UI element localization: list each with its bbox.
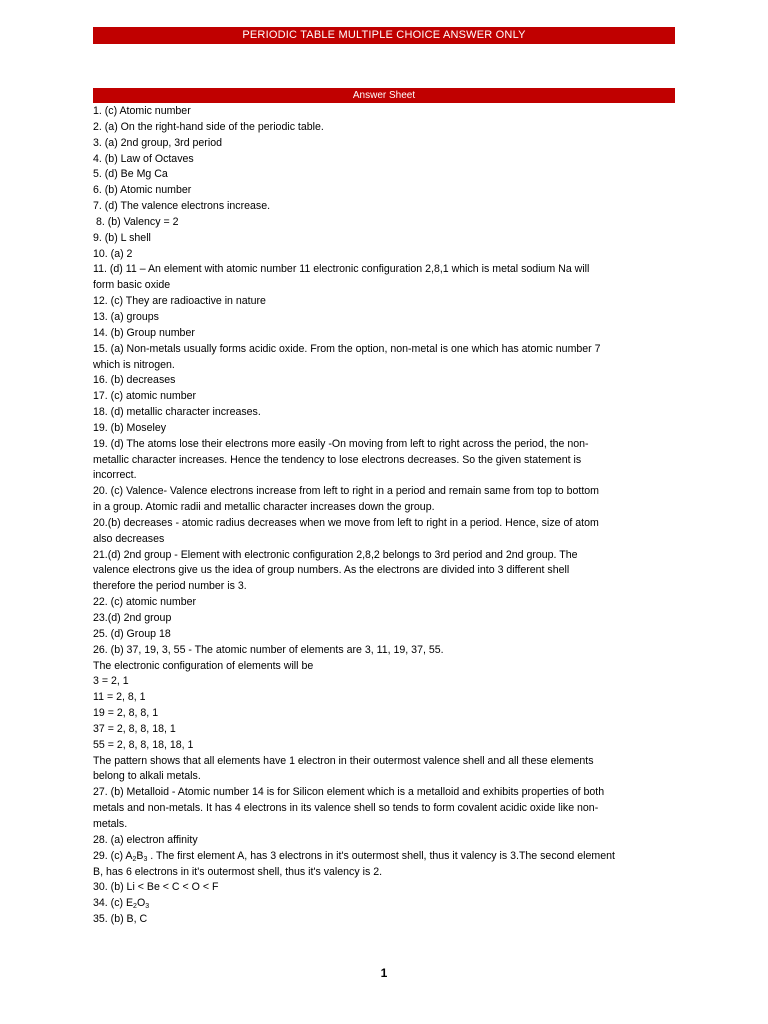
answer-line: belong to alkali metals.: [93, 770, 201, 783]
formula-prefix: 34. (c) E: [93, 897, 134, 910]
answer-line: 26. (b) 37, 19, 3, 55 - The atomic number of elements are 3, 11, 19, 37, 55.: [93, 643, 444, 656]
answer-line: 3 = 2, 1: [93, 675, 129, 688]
formula-element: B: [136, 849, 144, 862]
answer-line: 19. (b) Moseley: [93, 421, 167, 434]
answer-line: incorrect.: [93, 469, 137, 482]
answer-line: 21.(d) 2nd group - Element with electronic configuration 2,8,2 belongs to 3rd period and 2nd group. The: [93, 548, 578, 561]
formula-subscript: 2: [133, 903, 137, 911]
document-title: PERIODIC TABLE MULTIPLE CHOICE ANSWER ONLY: [93, 27, 675, 44]
answer-line: 14. (b) Group number: [93, 326, 195, 339]
answer-line: 23.(d) 2nd group: [93, 612, 172, 624]
answer-line: valence electrons give us the idea of group numbers. As the electrons are divided into 3 different shell: [93, 564, 570, 577]
answer-line: in a group. Atomic radii and metallic character increases down the group.: [93, 501, 435, 514]
answer-line: therefore the period number is 3.: [93, 580, 247, 593]
answer-line-34: [93, 896, 679, 912]
answer-line: 16. (b) decreases: [93, 374, 176, 387]
answer-line: 11. (d) 11 – An element with atomic number 11 electronic configuration 2,8,1 which is metal sodium Na will: [93, 263, 590, 276]
answer-line: metals and non-metals. It has 4 electrons in its valence shell so tends to form covalent acidic oxide like non-: [93, 802, 599, 815]
answer-line: 10. (a) 2: [93, 247, 133, 260]
answer-line: 11 = 2, 8, 1: [93, 691, 146, 704]
answer-line: 17. (c) atomic number: [93, 390, 197, 403]
formula-subscript: 3: [145, 903, 150, 911]
answer-line: 20. (c) Valence- Valence electrons increase from left to right in a period and remain same from top to bottom: [93, 485, 599, 498]
formula-subscript: 2: [132, 855, 137, 863]
answer-line: form basic oxide: [93, 279, 171, 292]
answer-line: 35. (b) B, C: [93, 913, 148, 926]
answer-line: 55 = 2, 8, 8, 18, 18, 1: [93, 738, 194, 751]
answer-line: 7. (d) The valence electrons increase.: [93, 200, 271, 213]
answer-line: 25. (d) Group 18: [93, 627, 171, 640]
answer-line: 2. (a) On the right-hand side of the periodic table.: [93, 120, 324, 133]
answer-line: 1. (c) Atomic number: [93, 105, 191, 117]
formula-prefix: 29. (c) A: [93, 849, 133, 862]
answer-line: B, has 6 electrons in it's outermost shell, thus it's valency is 2.: [93, 865, 383, 878]
formula-element: O: [136, 897, 146, 910]
answer-line: 19 = 2, 8, 8, 1: [93, 707, 159, 720]
answer-line: 27. (b) Metalloid - Atomic number 14 is for Silicon element which is a metalloid and exhibits properties of both: [93, 786, 605, 799]
answer-line: 28. (a) electron affinity: [93, 833, 198, 846]
answer-line: 12. (c) They are radioactive in nature: [93, 295, 266, 308]
answer-line: 37 = 2, 8, 8, 18, 1: [93, 722, 176, 735]
answer-line: 15. (a) Non-metals usually forms acidic oxide. From the option, non-metal is one which has atomic number 7: [93, 342, 601, 355]
answer-line: 5. (d) Be Mg Ca: [93, 168, 168, 181]
answer-line: 6. (b) Atomic number: [93, 184, 192, 197]
answer-line-29: [93, 849, 679, 865]
page-number: 1: [380, 966, 388, 980]
answer-line: also decreases: [93, 532, 165, 545]
answer-line: 4. (b) Law of Octaves: [93, 152, 194, 165]
answer-line: 30. (b) Li < Be < C < O < F: [93, 881, 219, 894]
answer-line: which is nitrogen.: [93, 358, 175, 371]
formula-subscript: 3: [143, 855, 148, 863]
answer-line: The pattern shows that all elements have 1 electron in their outermost valence shell and all these elements: [93, 754, 594, 767]
answer-line: 20.(b) decreases - atomic radius decreases when we move from left to right in a period. Hence, size of atom: [93, 516, 599, 529]
answer-line: The electronic configuration of elements will be: [93, 659, 314, 672]
answer-line: 19. (d) The atoms lose their electrons more easily -On moving from left to right across the period, the non-: [93, 437, 589, 450]
answer-line: metals.: [93, 817, 128, 830]
answer-line: 13. (a) groups: [93, 310, 159, 323]
answer-line: 18. (d) metallic character increases.: [93, 406, 261, 419]
answer-sheet-header: Answer Sheet: [93, 88, 675, 103]
answer-line: 3. (a) 2nd group, 3rd period: [93, 136, 222, 149]
answer-line: 8. (b) Valency = 2: [93, 215, 179, 228]
answer-line: 9. (b) L shell: [93, 231, 151, 244]
formula-suffix: . The first element A, has 3 electrons in it's outermost shell, thus it valency is 3.The second element: [147, 849, 615, 862]
answer-line: 22. (c) atomic number: [93, 596, 197, 609]
answer-list: [93, 104, 679, 928]
answer-line: metallic character increases. Hence the tendency to lose electrons decreases. So the given statement is: [93, 453, 582, 466]
